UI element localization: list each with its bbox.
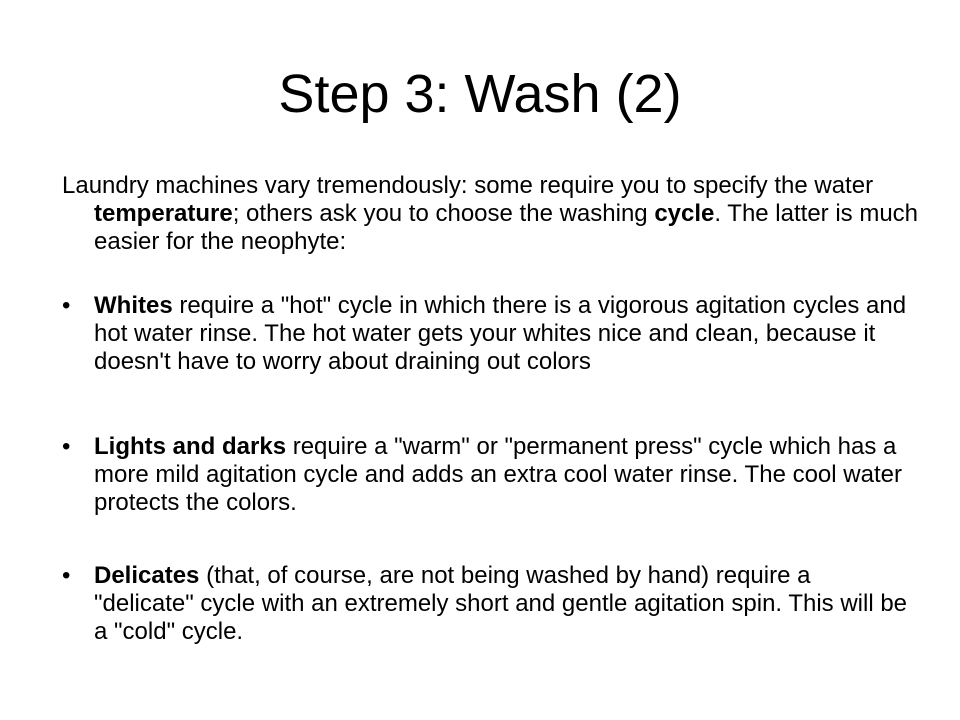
bullet-icon: • <box>62 562 71 589</box>
bullet-text <box>94 433 912 517</box>
intro-text-1: Laundry machines vary tremendously: some require you to specify the water <box>62 172 874 199</box>
bullet-body: (that, of course, are not being washed by hand) require a "delicate" cycle with an extremely short and gentle agitation spin. This will be a "cold" cycle. <box>94 562 908 645</box>
bullet-lead: Delicates <box>94 562 200 589</box>
intro-bold-temperature: temperature <box>94 200 233 227</box>
bullet-text <box>94 562 912 646</box>
bullet-lead: Lights and darks <box>94 433 287 460</box>
intro-text-3: . The latter is much easier for the neophyte: <box>94 200 919 255</box>
slide-title: Step 3: Wash (2) <box>278 64 682 124</box>
intro-bold-cycle: cycle <box>654 200 715 227</box>
bullet-body: require a "warm" or "permanent press" cycle which has a more mild agitation cycle and adds an extra cool water rinse. The cool water protects the colors. <box>94 433 902 516</box>
bullet-item-whites <box>62 292 912 376</box>
bullet-icon: • <box>62 433 71 460</box>
intro-text-2: ; others ask you to choose the washing <box>232 200 655 227</box>
bullet-lead: Whites <box>94 292 173 319</box>
bullet-item-lights-and-darks <box>62 433 912 517</box>
bullet-item-delicates <box>62 562 912 646</box>
bullet-icon: • <box>62 292 71 319</box>
bullet-body: require a "hot" cycle in which there is a vigorous agitation cycles and hot water rinse. The hot water gets your whites nice and clean, because it doesn't have to worry about draining out colors <box>94 292 907 375</box>
bullet-text <box>94 292 912 376</box>
intro-paragraph <box>62 172 944 256</box>
